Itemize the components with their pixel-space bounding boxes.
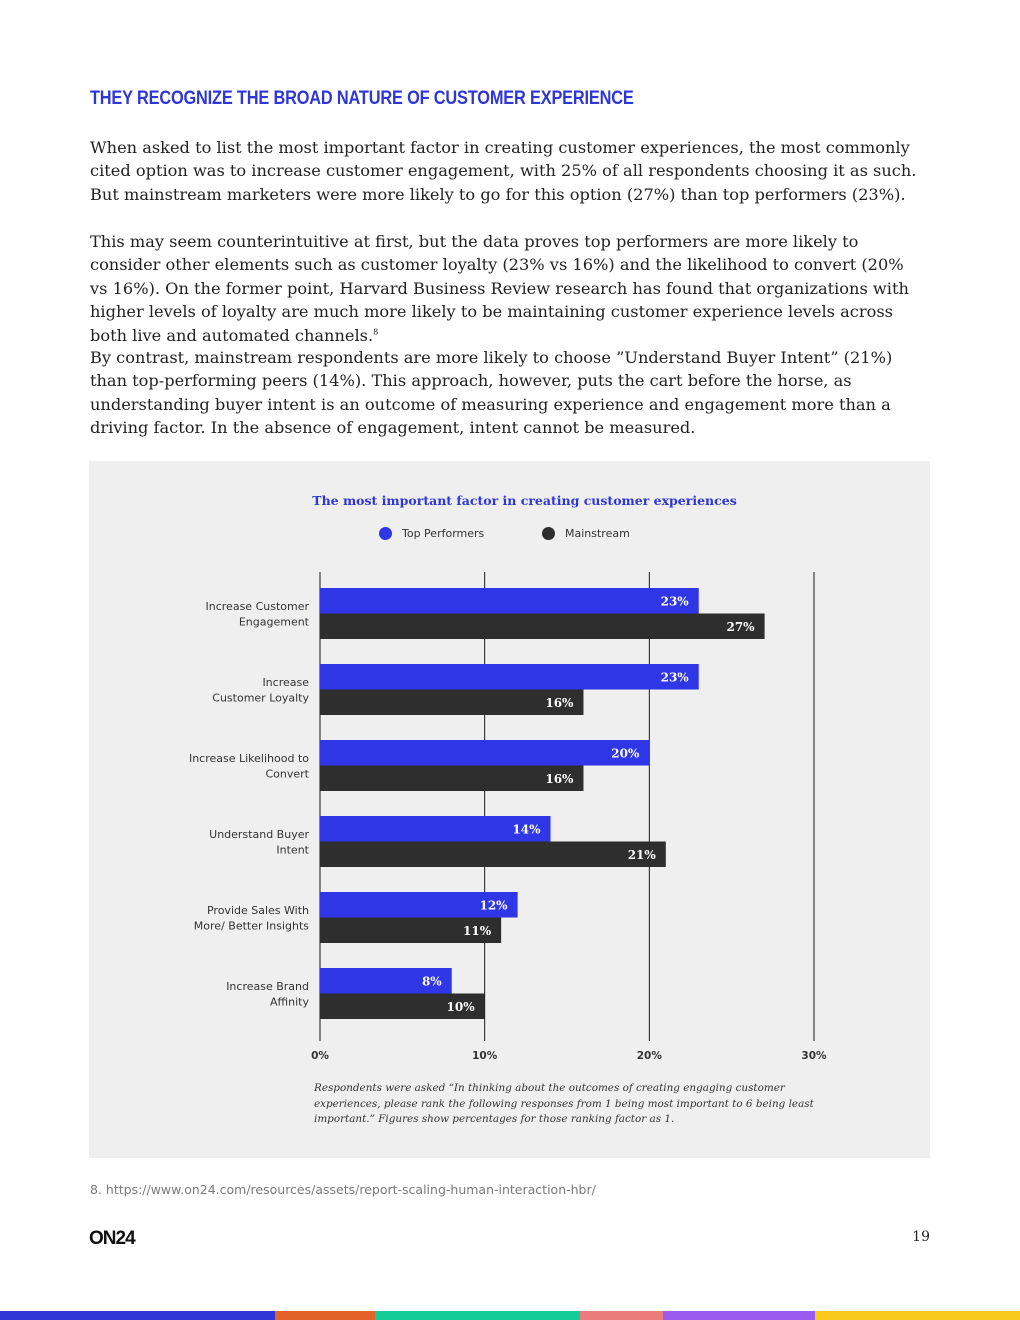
page-number: 19 [912, 1229, 930, 1245]
bar-top-performers [320, 664, 699, 690]
data-label: 10% [446, 999, 475, 1014]
category-label: Increase Likelihood to Convert [188, 752, 309, 781]
paragraph-3: By contrast, mainstream respondents are more likely to choose ”Understand Buyer Intent” (21%) than top-performing peers (14%). This approach, however, puts the cart before the horse, as understanding buyer intent is an outcome of measuring experience and engagement more than a driving factor. In the absence of engagement, intent cannot be measured. [90, 348, 893, 438]
category-label: Increase Customer Engagement [205, 600, 309, 629]
stripe-segment [0, 1311, 275, 1320]
data-label: 11% [463, 923, 492, 938]
data-label: 16% [545, 695, 574, 710]
paragraph-2 [90, 230, 920, 347]
data-label: 12% [479, 898, 508, 913]
chart-panel [89, 461, 930, 1158]
category-label: Provide Sales With More/ Better Insights [193, 904, 309, 933]
bar-top-performers [320, 740, 649, 766]
category-label: Understand Buyer Intent [209, 828, 309, 857]
paragraph-1: When asked to list the most important factor in creating customer experiences, the most commonly cited option was to increase customer engagement, with 25% of all respondents choosing it as such. But mainstream marketers were more likely to go for this option (27%) than top performers (23%). [90, 138, 917, 204]
data-label: 23% [660, 594, 689, 609]
paragraph-2-text: This may seem counterintuitive at first, but the data proves top performers are more likely to consider other elements such as customer loyalty (23% vs 16%) and the likelihood to convert (20% vs 16%). On the former point, Harvard Business Review research has found that organizations with higher levels of loyalty are much more likely to be maintaining customer experience levels across both live and automated channels. [90, 232, 909, 345]
x-tick-label: 0% [311, 1050, 329, 1062]
x-tick-label: 20% [636, 1050, 662, 1062]
category-label: Increase Customer Loyalty [212, 676, 309, 705]
chart-note: Respondents were asked “In thinking about the outcomes of creating engaging customer experiences, please rank the following responses from 1 being most important to 6 being least important.” Figures show percentages for those ranking factor as 1. [314, 1082, 814, 1126]
x-tick-label: 30% [801, 1050, 827, 1062]
section-heading: THEY RECOGNIZE THE BROAD NATURE OF CUSTOMER EXPERIENCE [90, 88, 634, 109]
bar-mainstream [320, 690, 583, 716]
data-label: 27% [726, 619, 755, 634]
data-label: 20% [611, 746, 640, 761]
category-label: Increase Brand Affinity [226, 980, 309, 1009]
data-label: 14% [512, 822, 541, 837]
footnote-link[interactable]: 8. https://www.on24.com/resources/assets/report-scaling-human-interaction-hbr/ [90, 1182, 596, 1197]
data-label: 23% [660, 670, 689, 685]
bar-top-performers [320, 588, 699, 614]
stripe-segment [375, 1311, 580, 1320]
data-label: 8% [421, 974, 442, 989]
stripe-segment [663, 1311, 815, 1320]
stripe-segment [815, 1311, 1020, 1320]
stripe-segment [580, 1311, 663, 1320]
data-label: 16% [545, 771, 574, 786]
chart-title: The most important factor in creating customer experiences [312, 493, 737, 508]
x-tick-label: 10% [472, 1050, 498, 1062]
bar-mainstream [320, 766, 583, 792]
stripe-segment [275, 1311, 375, 1320]
on24-logo: ON24 [89, 1228, 135, 1249]
legend-label-top-performers: Top Performers [402, 527, 485, 540]
bar-chart [89, 461, 930, 1158]
bar-mainstream [320, 614, 765, 640]
data-label: 21% [627, 847, 656, 862]
footnote-ref[interactable]: 8 [373, 327, 379, 337]
bar-mainstream [320, 842, 666, 868]
legend-label-mainstream: Mainstream [565, 527, 630, 540]
